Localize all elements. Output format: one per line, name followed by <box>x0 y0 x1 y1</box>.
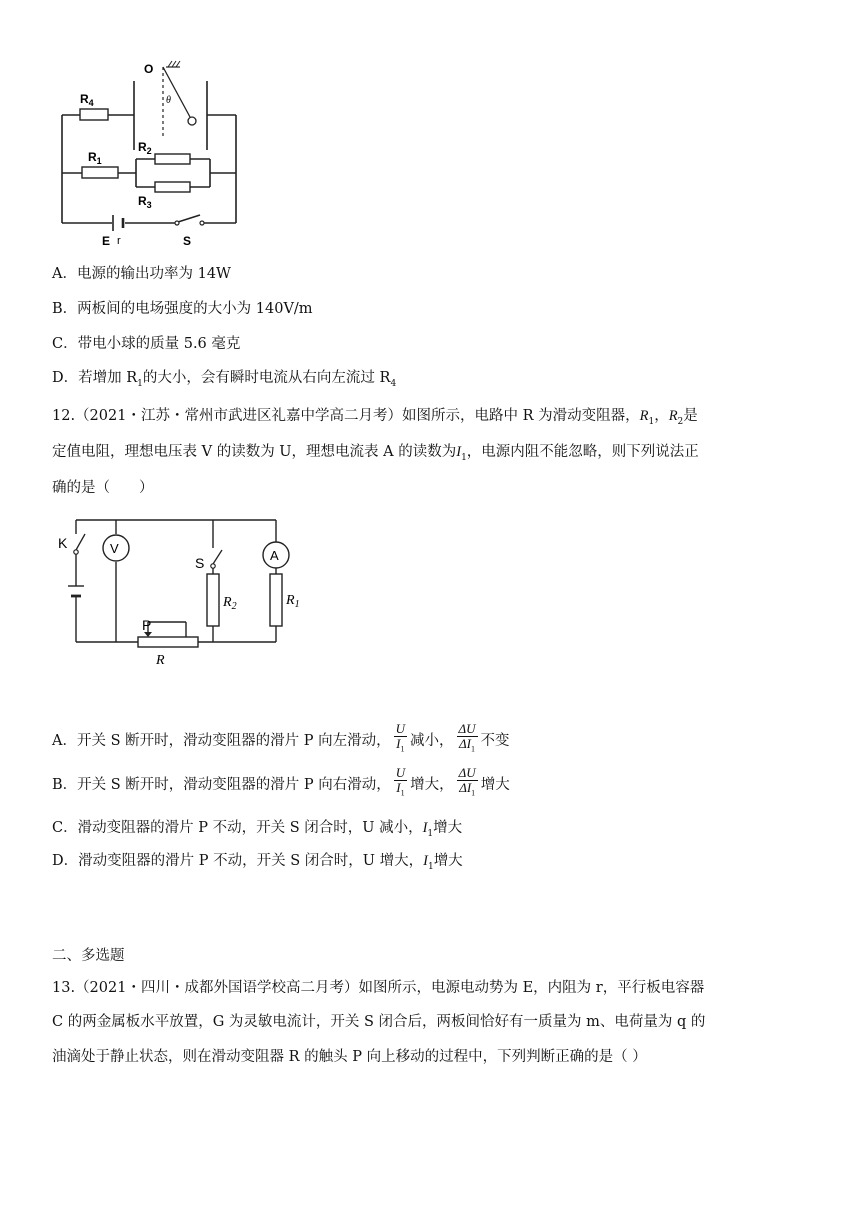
fraction-u-over-i1: $\frac{U}{I_1}$ <box>395 765 406 798</box>
q12-stem-line1: 12.（2021・江苏・常州市武进区礼嘉中学高二月考）如图所示，电路中 R 为滑动变阻器，$R_1$，$R_2$是 <box>52 408 698 427</box>
fraction-du-over-di1: $\frac{\Delta U}{\Delta I_1}$ <box>458 765 476 798</box>
label-s: S <box>195 555 205 571</box>
fraction-du-over-di1: $\frac{\Delta U}{\Delta I_1}$ <box>458 721 476 754</box>
label-rheostat: R <box>156 653 165 668</box>
q12-option-b[interactable]: B． 开关 S 断开时，滑动变阻器的滑片 P 向右滑动， $\frac{U}{I_1}$ 增大， $\frac{\Delta U}{\Delta I_1}$ 增大 <box>52 766 510 801</box>
label-r3: $R_3$ <box>138 194 152 210</box>
q11-option-c[interactable]: C．带电小球的质量 5.6 毫克 <box>52 336 241 352</box>
label-r: r <box>117 235 121 247</box>
label-v: V <box>110 541 119 556</box>
q11-option-b[interactable]: B．两板间的电场强度的大小为 140V/m <box>52 301 313 317</box>
q12-stem-line2: 定值电阻，理想电压表 V 的读数为 U，理想电流表 A 的读数为$I_1$，电源内阻不能忽略，则下列说法正 <box>52 444 699 463</box>
label-r2: $R_2$ <box>223 595 237 612</box>
fraction-u-over-i1: $\frac{U}{I_1}$ <box>395 721 405 754</box>
q13-stem-line3: 油滴处于静止状态，则在滑动变阻器 R 的触头 P 向上移动的过程中，下列判断正确的是（ ） <box>52 1049 647 1065</box>
q11-option-d[interactable]: D．若增加 $R_1$的大小，会有瞬时电流从右向左流过 $R_4$ <box>52 370 397 389</box>
q12-stem-line3: 确的是（ ） <box>52 480 154 496</box>
label-r1: $R_1$ <box>88 150 102 166</box>
label-a: A <box>270 548 279 563</box>
q11-option-a[interactable]: A．电源的输出功率为 14W <box>52 266 231 282</box>
q12-option-a[interactable]: A． 开关 S 断开时，滑动变阻器的滑片 P 向左滑动， $\frac{U}{I_1}$ 减小， $\frac{\Delta U}{\Delta I_1}$ 不变 <box>52 722 510 757</box>
label-r2: $R_2$ <box>138 140 152 156</box>
q12-option-d[interactable]: D．滑动变阻器的滑片 P 不动，开关 S 闭合时，U 增大，$I_1$增大 <box>52 853 463 872</box>
label-theta: θ <box>166 95 171 106</box>
label-s: S <box>183 234 192 248</box>
figure-capacitor-circuit <box>50 55 260 250</box>
label-r1: $R_1$ <box>286 593 300 610</box>
label-e: E <box>102 234 111 248</box>
q13-stem-line1: 13.（2021・四川・成都外国语学校高二月考）如图所示，电源电动势为 E，内阻为 r，平行板电容器 <box>52 980 705 996</box>
q12-option-c[interactable]: C．滑动变阻器的滑片 P 不动，开关 S 闭合时，U 减小，$I_1$增大 <box>52 820 463 839</box>
figure-rheostat-circuit <box>58 512 318 672</box>
q13-stem-line2: C 的两金属板水平放置，G 为灵敏电流计，开关 S 闭合后，两板间恰好有一质量为 m、电荷量为 q 的 <box>52 1014 706 1030</box>
label-o: O <box>144 62 154 76</box>
section-title-multiple-choice: 二、多选题 <box>52 948 125 964</box>
label-r4: $R_4$ <box>80 92 94 108</box>
label-p: P <box>142 617 152 633</box>
label-k: K <box>58 535 68 551</box>
